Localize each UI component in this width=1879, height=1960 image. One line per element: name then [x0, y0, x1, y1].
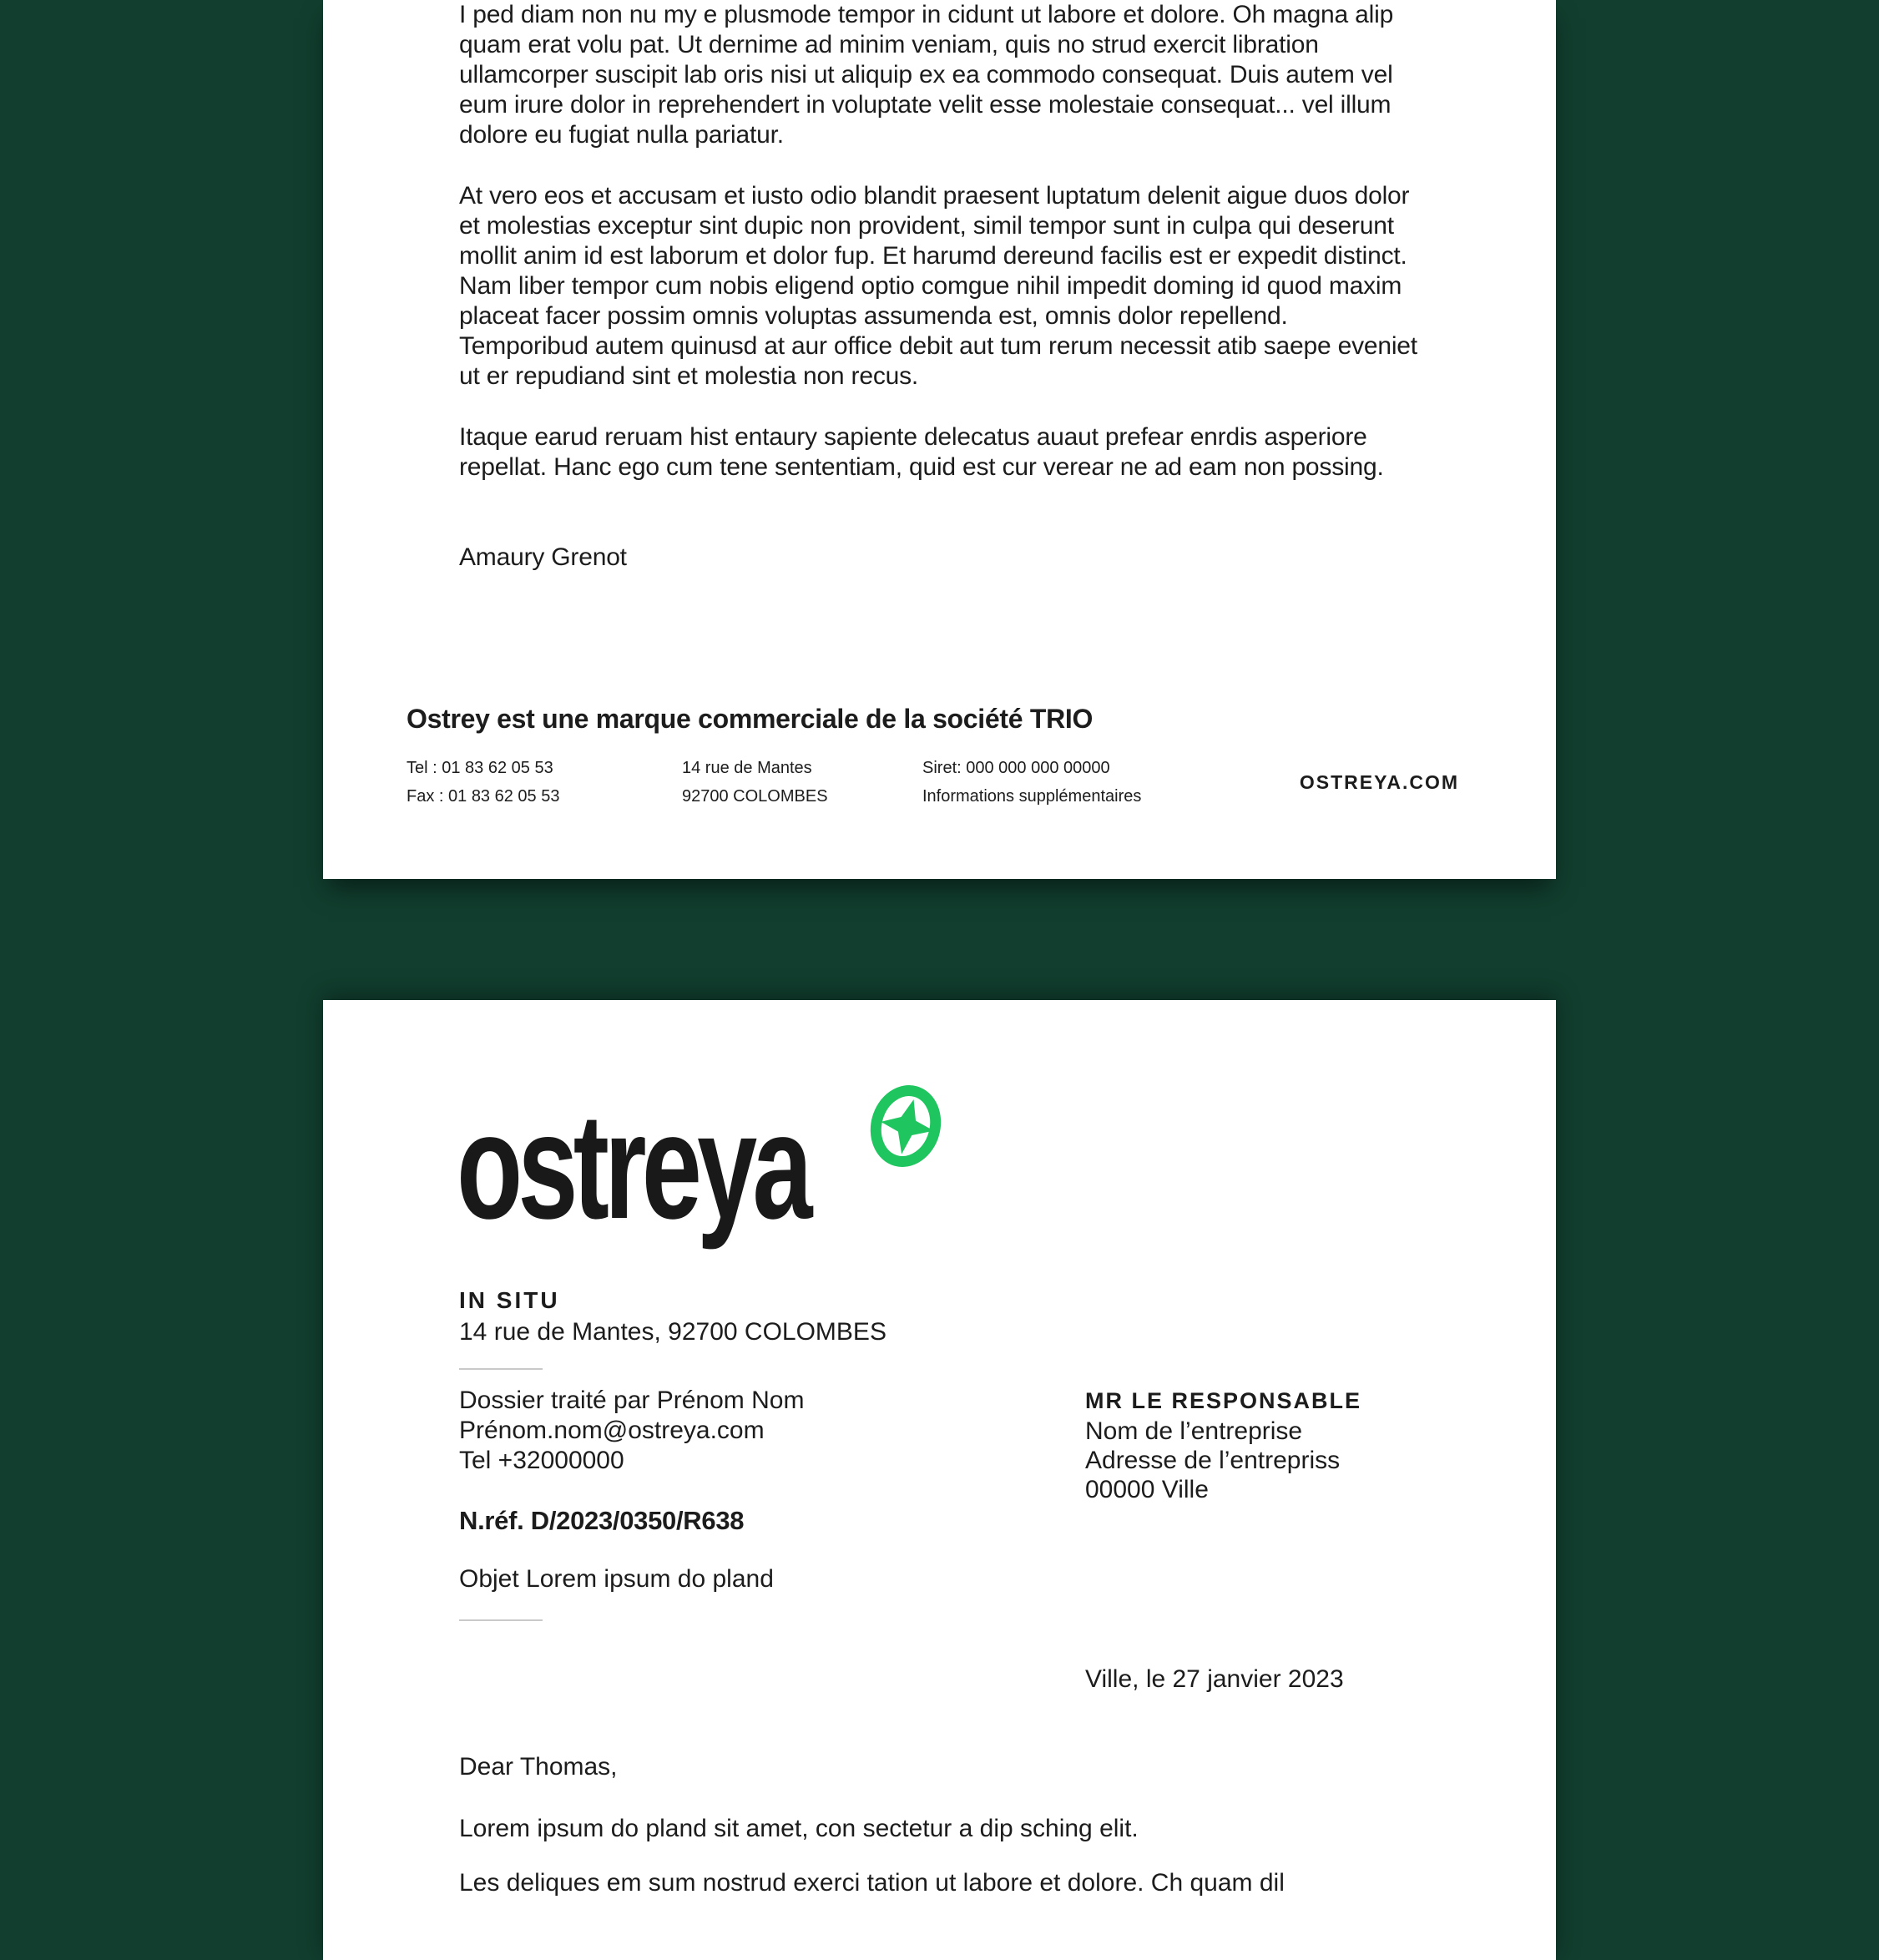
- recipient-address: Adresse de l’entrepriss: [1085, 1447, 1341, 1474]
- footer-siret: Siret: 000 000 000 00000: [922, 759, 1110, 777]
- letter-page-2: [323, 1000, 1556, 1960]
- body-paragraph: At vero eos et accusam et iusto odio blandit praesent luptatum delenit aigue duos dolor et molestias exceptur sint dupic non provident, simil tempor sunt in culpa qui deserunt mollit anim id est laborum et dolor fup. Et harumd dereund facilis est er expedit distinct. Nam liber tempor cum nobis eligend optio comgue nihil impedit doming id quod maxim placeat facer possim omnis voluptas assumenda est, omnis dolor repellend. Temporibud autem quinusd at aur office debit aut tum rerum necessit atib saepe eveniet ut er repudiand sint et molestia non recus.: [459, 182, 1417, 390]
- recipient-company: Nom de l’entreprise: [1085, 1417, 1303, 1445]
- letter-body-text: [459, 0, 1422, 573]
- footer-heading: Ostrey est une marque commerciale de la société TRIO: [407, 704, 1094, 734]
- handler-tel: Tel +32000000: [459, 1447, 624, 1474]
- sender-name: IN SITU: [459, 1287, 560, 1313]
- star-badge-icon: [864, 1082, 947, 1174]
- recipient-title: MR LE RESPONSABLE: [1085, 1388, 1362, 1413]
- handler-name-line: Dossier traité par Prénom Nom: [459, 1387, 805, 1414]
- footer-address-column: [682, 754, 828, 811]
- ostreya-logo-wordmark: ostreya: [457, 1083, 808, 1250]
- divider-line: [459, 1619, 543, 1621]
- sender-address: 14 rue de Mantes, 92700 COLOMBES: [459, 1318, 886, 1346]
- clipped-body-line: Les deliques em sum nostrud exerci tation ut labore et dolore. Ch quam dil: [459, 1869, 1285, 1897]
- footer-fax: Fax : 01 83 62 05 53: [407, 787, 560, 806]
- divider-line: [459, 1368, 543, 1370]
- recipient-block: [1085, 1386, 1361, 1504]
- date-line: Ville, le 27 janvier 2023: [1085, 1665, 1344, 1693]
- salutation: Dear Thomas,: [459, 1753, 618, 1781]
- signature-name: Amaury Grenot: [459, 543, 627, 571]
- subject-line: Objet Lorem ipsum do pland: [459, 1565, 774, 1593]
- handler-email: Prénom.nom@ostreya.com: [459, 1417, 765, 1444]
- footer-phone-column: [407, 754, 559, 811]
- body-paragraph: I ped diam non nu my e plusmode tempor in cidunt ut labore et dolore. Oh magna alip quam erat volu pat. Ut dernime ad minim veniam, quis no strud exercit libration ullamcorper suscipit lab oris nisi ut aliquip ex ea commodo consequat. Duis autem vel eum irure dolor in reprehendert in voluptate velit esse molestaie consequat... vel illum dolore eu fugiat nulla pariatur.: [459, 1, 1394, 149]
- body-paragraph: Itaque earud reruam hist entaury sapiente delecatus auaut prefear enrdis asperiore repellat. Hanc ego cum tene sententiam, quid est cur verear ne ad eam non possing.: [459, 423, 1384, 481]
- recipient-city: 00000 Ville: [1085, 1476, 1209, 1503]
- footer-website: OSTREYA.COM: [1299, 771, 1459, 793]
- letter-page-1: [323, 0, 1556, 879]
- footer-address-line1: 14 rue de Mantes: [682, 759, 812, 777]
- body-first-line: Lorem ipsum do pland sit amet, con sectetur a dip sching elit.: [459, 1815, 1139, 1842]
- footer-tel: Tel : 01 83 62 05 53: [407, 759, 553, 777]
- handler-block: [459, 1386, 804, 1476]
- footer-legal-column: [922, 754, 1141, 811]
- reference-number: N.réf. D/2023/0350/R638: [459, 1506, 745, 1535]
- footer-info: Informations supplémentaires: [922, 787, 1142, 806]
- footer-address-line2: 92700 COLOMBES: [682, 787, 828, 806]
